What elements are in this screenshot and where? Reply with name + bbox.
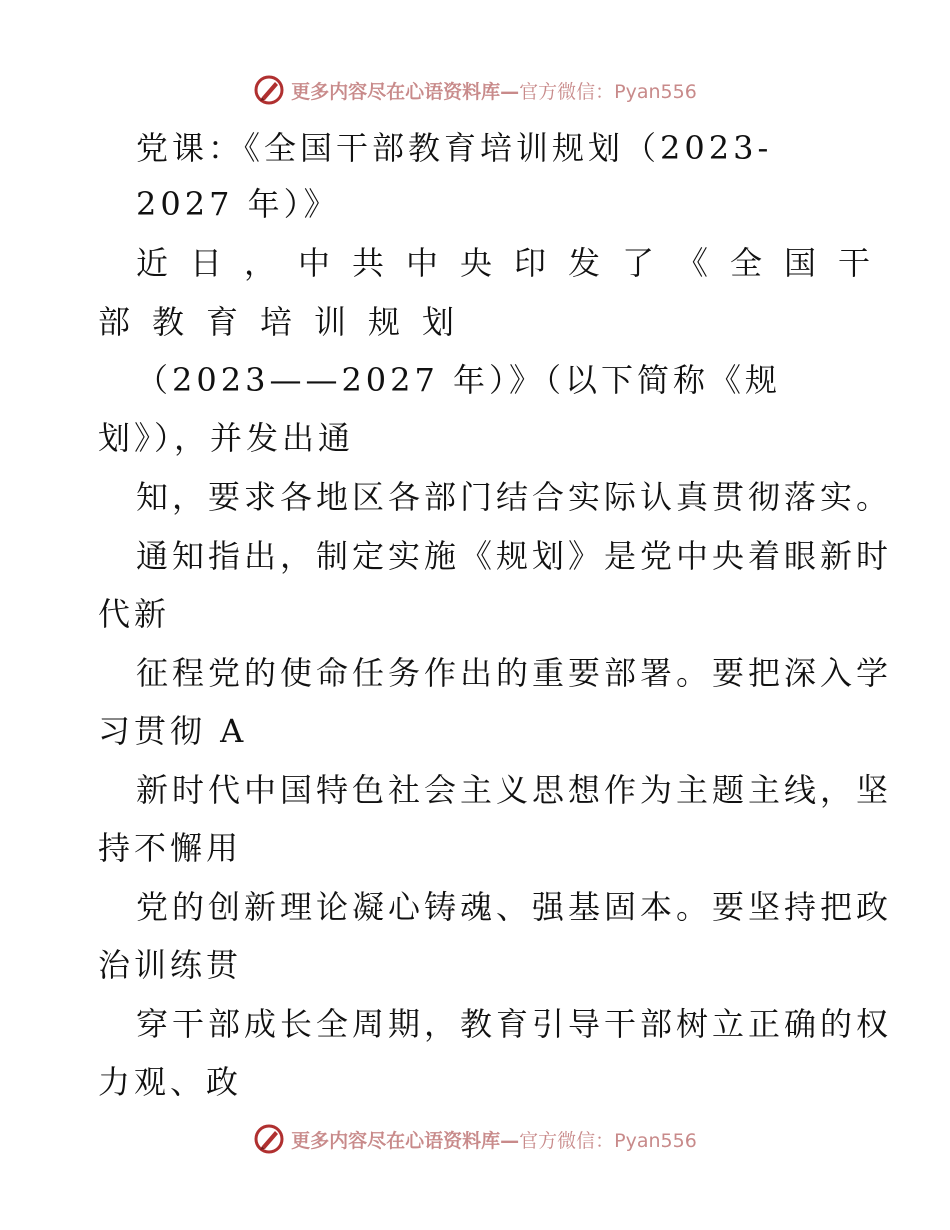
body-line-16: 穿干部成长全周期，教育引导干部树立正确的权 xyxy=(136,1005,893,1043)
footer-banner-wechat: 官方微信：Pyan556 xyxy=(519,1129,697,1152)
body-line-2: 2027 年）》 xyxy=(136,185,340,223)
pen-logo-icon xyxy=(253,74,285,106)
body-line-9: 代新 xyxy=(98,595,171,633)
header-banner xyxy=(0,72,950,108)
body-line-11: 习贯彻 A xyxy=(98,712,248,750)
body-line-13: 持不懈用 xyxy=(98,829,243,867)
body-line-14: 党的创新理论凝心铸魂、强基固本。要坚持把政 xyxy=(136,888,893,926)
body-line-8: 通知指出，制定实施《规划》是党中央着眼新时 xyxy=(136,537,893,575)
body-line-4: 部教育培训规划 xyxy=(98,303,477,341)
footer-banner-text xyxy=(291,1126,697,1153)
body-line-5: （2023——2027 年）》（以下简称《规 xyxy=(136,361,782,399)
body-line-15: 治训练贯 xyxy=(98,946,243,984)
pen-logo-icon xyxy=(253,1123,285,1155)
footer-banner-title: 更多内容尽在心语资料库 xyxy=(291,1129,501,1152)
body-line-7: 知，要求各地区各部门结合实际认真贯彻落实。 xyxy=(136,478,893,516)
body-line-6: 划》），并发出通 xyxy=(98,419,355,457)
header-banner-wechat: 官方微信：Pyan556 xyxy=(519,80,697,103)
header-banner-separator: — xyxy=(500,80,520,103)
body-line-12: 新时代中国特色社会主义思想作为主题主线，坚 xyxy=(136,771,893,809)
body-line-10: 征程党的使命任务作出的重要部署。要把深入学 xyxy=(136,654,893,692)
footer-banner-separator: — xyxy=(500,1129,520,1152)
header-banner-text xyxy=(291,77,697,104)
body-line-17: 力观、政 xyxy=(98,1063,243,1101)
header-banner-title: 更多内容尽在心语资料库 xyxy=(291,80,501,103)
body-line-1: 党课：《全国干部教育培训规划（2023- xyxy=(136,129,773,167)
footer-banner xyxy=(0,1121,950,1157)
body-line-3: 近日，中共中央印发了《全国干 xyxy=(136,244,893,282)
